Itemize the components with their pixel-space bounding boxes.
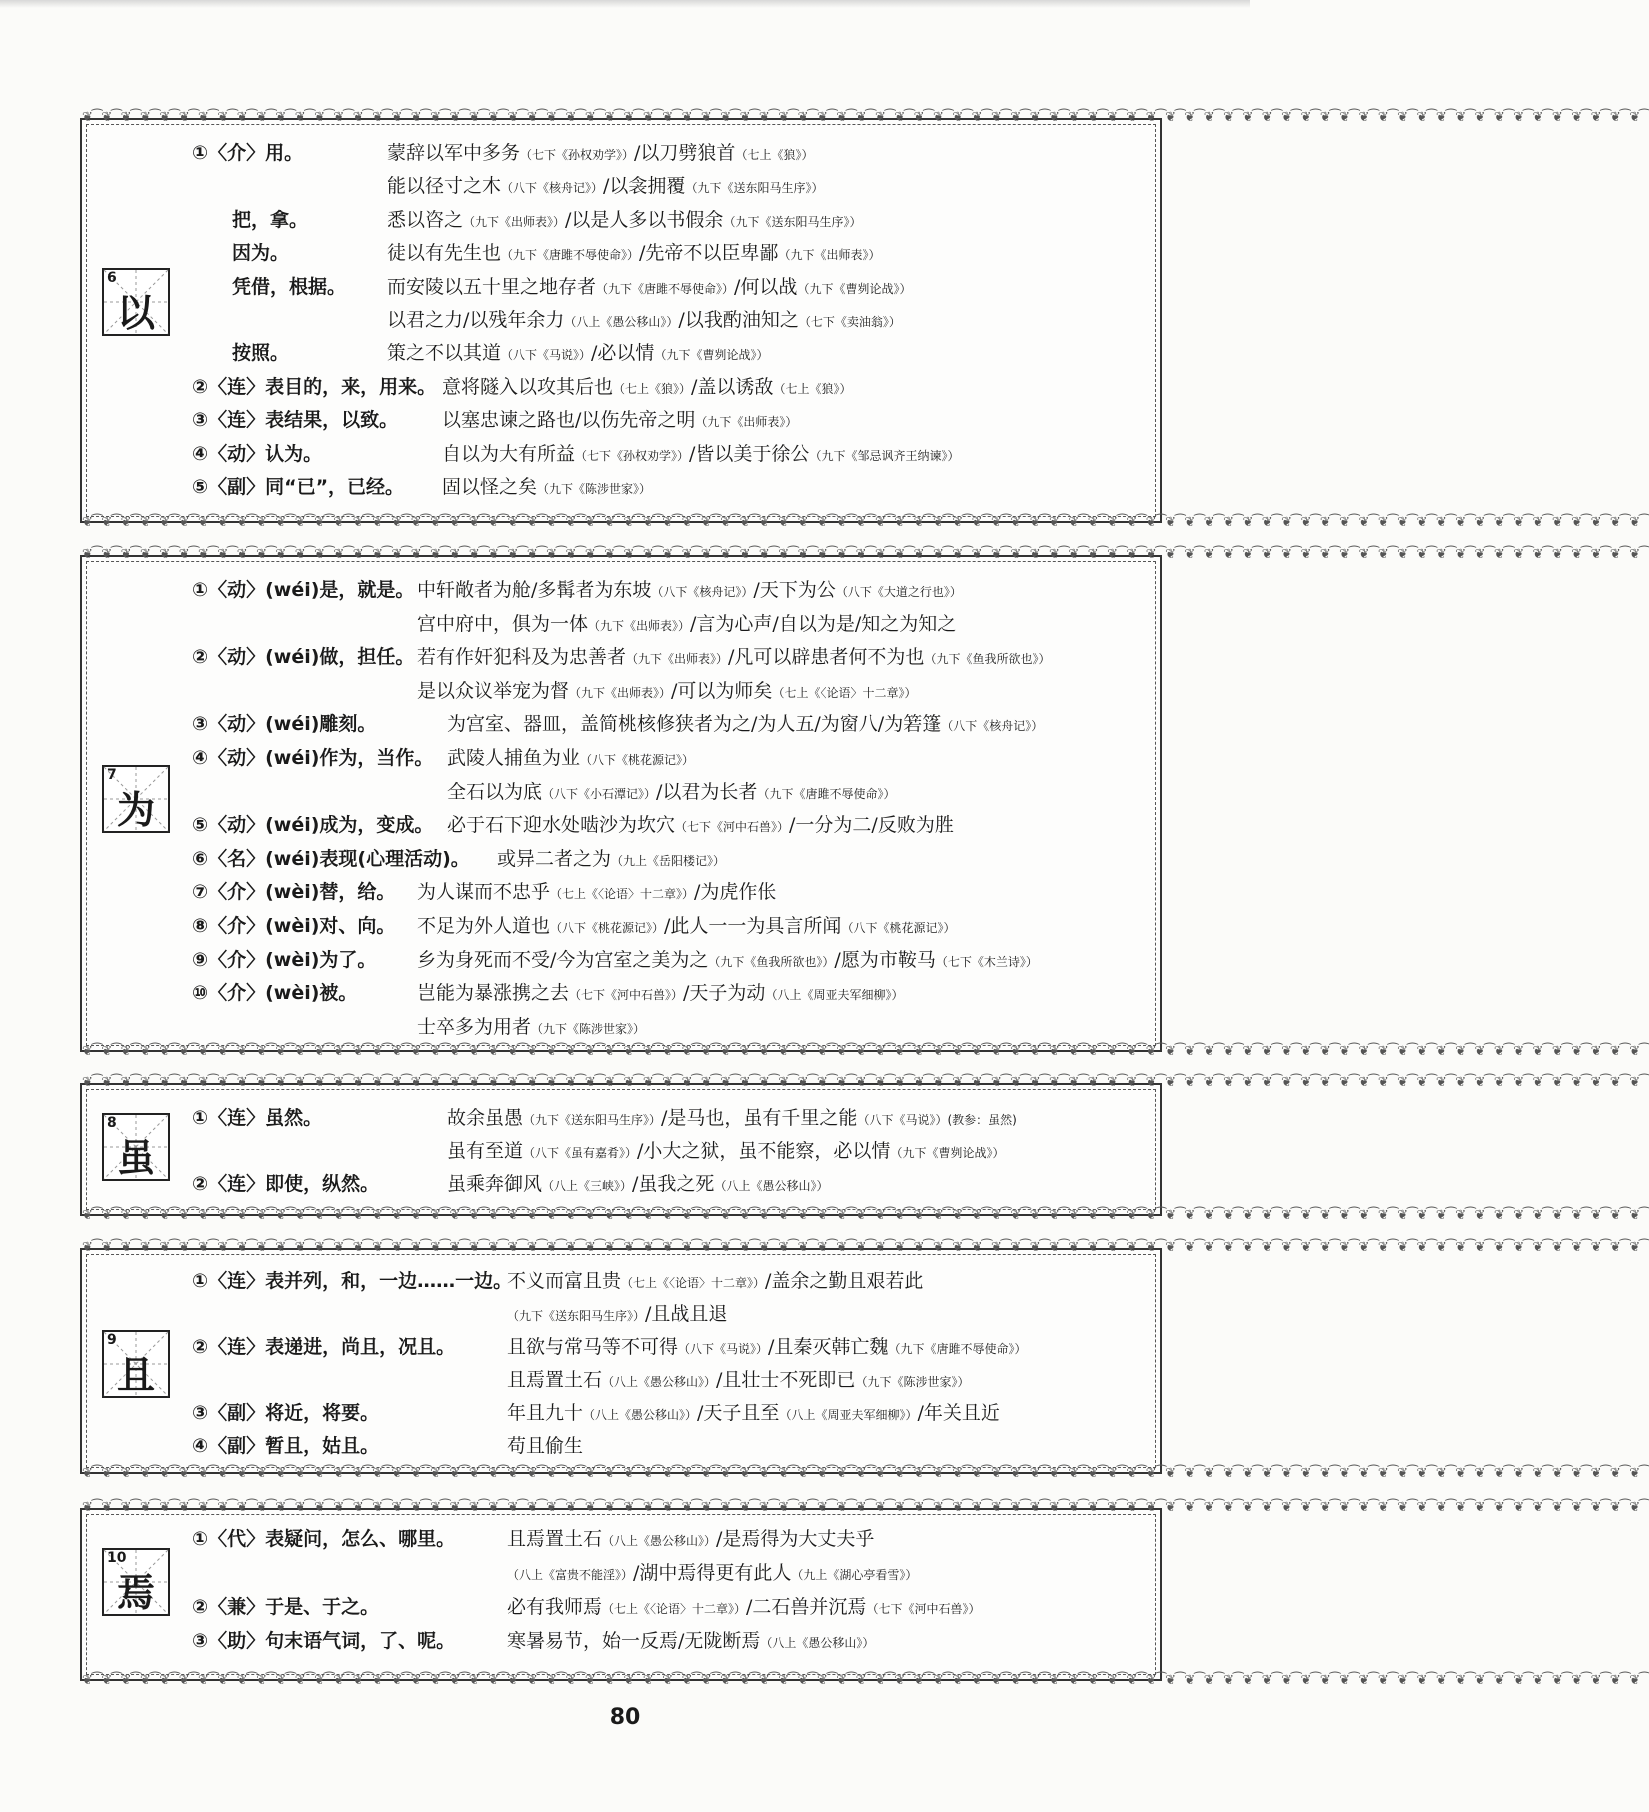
source-citation: （七下《木兰诗》） [935, 954, 1038, 969]
definition-row [82, 1626, 1160, 1656]
example-text: 不足为外人道也 [417, 915, 551, 937]
example-text: 必有我师焉 [507, 1596, 603, 1618]
definition-row [82, 238, 1160, 268]
example-sentences [387, 238, 880, 270]
meaning-label: ②〈连〉表目的，来，用来。 [192, 375, 437, 398]
entry-section-9 [80, 1240, 1649, 1481]
example-sentences [417, 575, 962, 607]
example-text: 而安陵以五十里之地存者 [387, 275, 597, 298]
source-citation: （七下《卖油翁》） [798, 315, 901, 329]
definition-row [82, 642, 1160, 672]
example-text: /二石兽并沉焉 [746, 1596, 867, 1618]
definition-row [82, 743, 1160, 773]
example-text: /天子且至 [697, 1402, 780, 1424]
ornamental-border-bot: ❦⁀❦⁀❦⁀❦⁀❦⁀❦⁀❦⁀❦⁀❦⁀❦⁀❦⁀❦⁀❦⁀❦⁀❦⁀❦⁀❦⁀❦⁀❦⁀❦⁀❦⁀❦⁀❦⁀❦⁀❦⁀❦⁀❦⁀❦⁀❦⁀❦⁀❦⁀❦⁀❦⁀❦⁀❦⁀❦⁀❦⁀❦⁀❦⁀❦⁀❦⁀❦⁀❦⁀❦⁀❦⁀❦⁀❦⁀❦⁀❦⁀❦⁀❦⁀❦⁀❦⁀❦⁀❦⁀❦⁀❦⁀❦⁀❦⁀❦⁀❦⁀❦⁀❦⁀❦⁀❦⁀❦⁀❦⁀❦⁀❦⁀❦⁀❦⁀❦⁀❦⁀❦⁀❦⁀❦⁀❦⁀❦⁀❦⁀❦⁀❦⁀ [82, 515, 1649, 530]
example-text: 蒙辞以军中多务 [387, 142, 521, 164]
meaning-label: ⑥〈名〉(wéi)表现(心理活动)。 [192, 847, 470, 870]
source-citation: （八上《富贵不能淫》） [507, 1568, 634, 1582]
source-citation: （八上《周亚夫军细柳》） [779, 1408, 918, 1422]
example-text: /天子为动 [683, 982, 766, 1005]
definition-row [82, 1431, 1160, 1461]
entry-number: 7 [107, 767, 117, 783]
source-citation: （七上《〈论语〉十二章》） [550, 887, 695, 902]
meaning-label: 因为。 [232, 242, 290, 265]
example-text: 策之不以其道 [387, 342, 502, 365]
example-text: 乡为身死而不受/今为宫室之美为之 [417, 948, 709, 971]
source-citation: （八下《马说》）(教参：虽然) [857, 1113, 1017, 1127]
example-text: /天下为公 [753, 579, 836, 601]
example-sentences [417, 911, 955, 943]
definition-row [82, 439, 1160, 469]
source-citation: （七上《〈论语〉十二章》） [621, 1276, 766, 1290]
source-citation: （九下《出师表》） [626, 652, 729, 667]
source-citation: （九下《出师表》） [695, 415, 798, 430]
example-text: /可以为师矣 [671, 679, 773, 702]
meaning-label: ④〈动〉认为。 [192, 442, 323, 465]
example-text: /以衾拥覆 [603, 175, 686, 198]
example-text: 以君之力/以残年余力 [387, 309, 565, 331]
source-citation: （八下《桃花源记》） [580, 753, 695, 767]
entry-number: 8 [107, 1115, 117, 1131]
example-text: 为人谋而不忠乎 [417, 881, 551, 904]
example-sentences [507, 1332, 1026, 1364]
example-sentences [447, 1103, 1017, 1135]
headword-character: 且 [116, 1352, 155, 1397]
source-citation: （九下《出师表》） [463, 214, 566, 229]
definition-row [82, 1169, 1160, 1199]
example-sentences [497, 844, 725, 876]
example-text: /一分为二/反败为胜 [789, 814, 954, 837]
example-sentences [417, 945, 1038, 977]
example-sentences [507, 1266, 923, 1298]
definition-row [82, 609, 1160, 639]
example-sentences [387, 272, 911, 304]
definition-row [82, 575, 1160, 605]
example-sentences [387, 205, 861, 237]
definition-row [82, 1398, 1160, 1428]
source-citation: （八下《马说》） [501, 348, 592, 363]
source-citation: （九下《曹刿论战》） [654, 348, 769, 363]
ornamental-border-bot: ❦⁀❦⁀❦⁀❦⁀❦⁀❦⁀❦⁀❦⁀❦⁀❦⁀❦⁀❦⁀❦⁀❦⁀❦⁀❦⁀❦⁀❦⁀❦⁀❦⁀❦⁀❦⁀❦⁀❦⁀❦⁀❦⁀❦⁀❦⁀❦⁀❦⁀❦⁀❦⁀❦⁀❦⁀❦⁀❦⁀❦⁀❦⁀❦⁀❦⁀❦⁀❦⁀❦⁀❦⁀❦⁀❦⁀❦⁀❦⁀❦⁀❦⁀❦⁀❦⁀❦⁀❦⁀❦⁀❦⁀❦⁀❦⁀❦⁀❦⁀❦⁀❦⁀❦⁀❦⁀❦⁀❦⁀❦⁀❦⁀❦⁀❦⁀❦⁀❦⁀❦⁀❦⁀❦⁀❦⁀❦⁀❦⁀❦⁀❦⁀❦⁀ [82, 1044, 1649, 1059]
meaning-label: ①〈连〉表并列，和，一边……一边。 [192, 1270, 513, 1292]
source-citation: （七上《狼》） [613, 381, 692, 396]
example-text: 虽有至道 [447, 1140, 524, 1162]
definition-row [82, 877, 1160, 907]
source-citation: （八上《愚公移山》） [602, 1534, 717, 1548]
example-text: 且焉置土石 [507, 1369, 603, 1391]
meaning-label: 把，拿。 [232, 208, 309, 231]
definition-row [82, 205, 1160, 235]
example-text: /小大之狱，虽不能察，必以情 [637, 1140, 891, 1162]
meaning-label: ②〈连〉表递进，尚且，况且。 [192, 1336, 456, 1358]
example-text: /凡可以辟患者何不为也 [728, 646, 925, 669]
meaning-label: ④〈动〉(wéi)作为，当作。 [192, 747, 434, 769]
example-sentences [507, 1626, 874, 1658]
example-text: 宫中府中，俱为一体 [417, 612, 589, 635]
example-sentences [447, 1169, 828, 1201]
source-citation: （九下《送东阳马生序》） [685, 181, 824, 196]
meaning-label: ②〈兼〉于是、于之。 [192, 1596, 380, 1618]
example-text: /以刀劈狼首 [634, 142, 736, 164]
example-text: 徒以有先生也 [387, 242, 502, 265]
source-citation: （九上《湖心亭看雪》） [791, 1568, 918, 1582]
example-sentences [417, 676, 916, 708]
page-number: 80 [609, 1705, 641, 1730]
example-sentences [447, 777, 895, 809]
meaning-label: ③〈副〉将近，将要。 [192, 1402, 380, 1424]
meaning-label: ①〈连〉虽然。 [192, 1107, 323, 1129]
ornamental-border-top: ❦⁀❦⁀❦⁀❦⁀❦⁀❦⁀❦⁀❦⁀❦⁀❦⁀❦⁀❦⁀❦⁀❦⁀❦⁀❦⁀❦⁀❦⁀❦⁀❦⁀❦⁀❦⁀❦⁀❦⁀❦⁀❦⁀❦⁀❦⁀❦⁀❦⁀❦⁀❦⁀❦⁀❦⁀❦⁀❦⁀❦⁀❦⁀❦⁀❦⁀❦⁀❦⁀❦⁀❦⁀❦⁀❦⁀❦⁀❦⁀❦⁀❦⁀❦⁀❦⁀❦⁀❦⁀❦⁀❦⁀❦⁀❦⁀❦⁀❦⁀❦⁀❦⁀❦⁀❦⁀❦⁀❦⁀❦⁀❦⁀❦⁀❦⁀❦⁀❦⁀❦⁀❦⁀❦⁀❦⁀❦⁀❦⁀❦⁀❦⁀❦⁀ [82, 1500, 1649, 1515]
source-citation: （九下《曹刿论战》） [890, 1146, 1005, 1160]
definition-row [82, 1592, 1160, 1622]
source-citation: （八上《愚公移山》） [564, 315, 679, 329]
definition-row [82, 1103, 1160, 1133]
ornamental-border-top: ❦⁀❦⁀❦⁀❦⁀❦⁀❦⁀❦⁀❦⁀❦⁀❦⁀❦⁀❦⁀❦⁀❦⁀❦⁀❦⁀❦⁀❦⁀❦⁀❦⁀❦⁀❦⁀❦⁀❦⁀❦⁀❦⁀❦⁀❦⁀❦⁀❦⁀❦⁀❦⁀❦⁀❦⁀❦⁀❦⁀❦⁀❦⁀❦⁀❦⁀❦⁀❦⁀❦⁀❦⁀❦⁀❦⁀❦⁀❦⁀❦⁀❦⁀❦⁀❦⁀❦⁀❦⁀❦⁀❦⁀❦⁀❦⁀❦⁀❦⁀❦⁀❦⁀❦⁀❦⁀❦⁀❦⁀❦⁀❦⁀❦⁀❦⁀❦⁀❦⁀❦⁀❦⁀❦⁀❦⁀❦⁀❦⁀❦⁀❦⁀❦⁀ [82, 1075, 1649, 1090]
source-citation: （七下《河中石兽》） [569, 988, 684, 1003]
source-citation: （九下《陈涉世家》） [855, 1375, 970, 1389]
ornamental-border-top: ❦⁀❦⁀❦⁀❦⁀❦⁀❦⁀❦⁀❦⁀❦⁀❦⁀❦⁀❦⁀❦⁀❦⁀❦⁀❦⁀❦⁀❦⁀❦⁀❦⁀❦⁀❦⁀❦⁀❦⁀❦⁀❦⁀❦⁀❦⁀❦⁀❦⁀❦⁀❦⁀❦⁀❦⁀❦⁀❦⁀❦⁀❦⁀❦⁀❦⁀❦⁀❦⁀❦⁀❦⁀❦⁀❦⁀❦⁀❦⁀❦⁀❦⁀❦⁀❦⁀❦⁀❦⁀❦⁀❦⁀❦⁀❦⁀❦⁀❦⁀❦⁀❦⁀❦⁀❦⁀❦⁀❦⁀❦⁀❦⁀❦⁀❦⁀❦⁀❦⁀❦⁀❦⁀❦⁀❦⁀❦⁀❦⁀❦⁀❦⁀❦⁀ [82, 110, 1649, 125]
source-citation: （七下《孙权劝学》） [575, 448, 690, 463]
source-citation: （七上《〈论语〉十二章》） [602, 1602, 747, 1616]
example-text: 且欲与常马等不可得 [507, 1336, 679, 1358]
headword-character: 焉 [116, 1570, 155, 1615]
source-citation: （七上《〈论语〉十二章》） [772, 685, 917, 700]
meaning-label: ①〈介〉用。 [192, 142, 304, 164]
entry-number: 9 [107, 1332, 117, 1348]
source-citation: （八下《小石潭记》） [542, 786, 657, 801]
headword-character: 虽 [116, 1135, 155, 1180]
example-text: 中轩敞者为舱/多髯者为东坡 [417, 579, 652, 601]
example-text: /皆以美于徐公 [689, 442, 810, 465]
example-text: 必于石下迎水处啮沙为坎穴 [447, 814, 676, 837]
source-citation: （七下《孙权劝学》） [520, 148, 635, 162]
example-text: /湖中焉得更有此人 [633, 1562, 792, 1584]
example-text: /是焉得为大丈夫乎 [716, 1528, 875, 1550]
definition-row [82, 978, 1160, 1008]
entry-section-10 [80, 1500, 1649, 1688]
example-sentences [417, 877, 776, 909]
example-sentences [442, 405, 797, 437]
source-citation: （九下《出师表》） [778, 248, 881, 263]
definition-row [82, 1136, 1160, 1166]
example-sentences [387, 171, 823, 203]
meaning-label: 按照。 [232, 342, 290, 365]
definition-row [82, 1332, 1160, 1362]
source-citation: （八下《虽有嘉肴》） [523, 1146, 638, 1160]
example-sentences [507, 1398, 1000, 1430]
source-citation: （八上《愚公移山》） [760, 1636, 875, 1650]
example-sentences [417, 978, 903, 1010]
source-citation: （九下《送东阳马生序》） [507, 1309, 646, 1323]
definition-row [82, 1012, 1160, 1042]
meaning-label: ③〈动〉(wéi)雕刻。 [192, 713, 377, 736]
source-citation: （八下《桃花源记》） [841, 921, 956, 935]
ornamental-border-top: ❦⁀❦⁀❦⁀❦⁀❦⁀❦⁀❦⁀❦⁀❦⁀❦⁀❦⁀❦⁀❦⁀❦⁀❦⁀❦⁀❦⁀❦⁀❦⁀❦⁀❦⁀❦⁀❦⁀❦⁀❦⁀❦⁀❦⁀❦⁀❦⁀❦⁀❦⁀❦⁀❦⁀❦⁀❦⁀❦⁀❦⁀❦⁀❦⁀❦⁀❦⁀❦⁀❦⁀❦⁀❦⁀❦⁀❦⁀❦⁀❦⁀❦⁀❦⁀❦⁀❦⁀❦⁀❦⁀❦⁀❦⁀❦⁀❦⁀❦⁀❦⁀❦⁀❦⁀❦⁀❦⁀❦⁀❦⁀❦⁀❦⁀❦⁀❦⁀❦⁀❦⁀❦⁀❦⁀❦⁀❦⁀❦⁀❦⁀❦⁀❦⁀ [82, 1240, 1649, 1255]
example-sentences [417, 609, 956, 641]
scan-top-edge [0, 0, 1250, 8]
example-sentences [507, 1592, 980, 1624]
definition-row [82, 405, 1160, 435]
definition-row [82, 171, 1160, 201]
example-text: 自以为大有所益 [442, 442, 576, 465]
example-sentences [417, 1012, 645, 1044]
source-citation: （九下《唐雎不辱使命》） [501, 248, 640, 263]
example-sentences [447, 810, 954, 842]
example-text: 寒暑易节，始一反焉/无陇断焉 [507, 1630, 761, 1652]
meaning-label: ③〈连〉表结果，以致。 [192, 409, 399, 432]
example-text: /以我酌油知之 [678, 309, 799, 331]
definition-row [82, 138, 1160, 168]
source-citation: （八下《马说》） [678, 1342, 769, 1356]
example-text: /虽我之死 [632, 1173, 715, 1195]
definition-row [82, 1299, 1160, 1329]
source-citation: （八下《核舟记》） [501, 181, 604, 196]
example-text: 武陵人捕鱼为业 [447, 747, 581, 769]
example-text: /先帝不以臣卑鄙 [639, 242, 779, 265]
example-text: 年且九十 [507, 1402, 584, 1424]
source-citation: （八上《三峡》） [542, 1179, 633, 1193]
definition-row [82, 1558, 1160, 1588]
source-citation: （九下《出师表》） [569, 685, 672, 700]
example-sentences [447, 743, 694, 775]
example-sentences [442, 439, 959, 471]
definition-row [82, 1266, 1160, 1296]
meaning-label: ⑤〈动〉(wéi)成为，变成。 [192, 814, 434, 837]
definition-row [82, 472, 1160, 502]
example-text: /为虎作伥 [694, 881, 777, 904]
example-text: /必以情 [591, 342, 655, 365]
meaning-label: ④〈副〉暂且，姑且。 [192, 1435, 380, 1457]
source-citation: （八上《愚公移山》） [583, 1408, 698, 1422]
example-text: 是以众议举宠为督 [417, 679, 570, 702]
source-citation: （八下《核舟记》） [941, 719, 1044, 734]
source-citation: （九上《岳阳楼记》） [611, 853, 726, 868]
example-sentences [507, 1558, 917, 1590]
meaning-label: ⑤〈副〉同“已”，已经。 [192, 476, 405, 498]
example-text: 故余虽愚 [447, 1107, 524, 1129]
example-text: /且秦灭韩亡魏 [768, 1336, 889, 1358]
example-text: 或异二者之为 [497, 847, 612, 870]
definition-row [82, 709, 1160, 739]
source-citation: （八上《愚公移山》） [602, 1375, 717, 1389]
source-citation: （九下《鱼我所欲也》） [708, 954, 835, 969]
example-text: 能以径寸之木 [387, 175, 502, 198]
example-sentences [417, 642, 1050, 674]
definition-row [82, 945, 1160, 975]
source-citation: （九下《唐雎不辱使命》） [888, 1342, 1027, 1356]
example-text: /年关且近 [917, 1402, 1000, 1424]
example-text: /是马也，虽有千里之能 [661, 1107, 858, 1129]
entry-section-6 [80, 110, 1649, 530]
source-citation: （九下《邹忌讽齐王纳谏》） [809, 448, 960, 463]
entry-section-8 [80, 1075, 1649, 1223]
definition-row [82, 911, 1160, 941]
source-citation: （九下《陈涉世家》） [531, 1021, 646, 1036]
example-text: /以是人多以书假余 [565, 208, 724, 231]
meaning-label: ②〈连〉即使，纵然。 [192, 1173, 380, 1195]
example-text: /以君为长者 [656, 780, 758, 803]
example-text: /此人一一为具言所闻 [664, 915, 842, 937]
source-citation: （九下《送东阳马生序》） [723, 214, 862, 229]
example-sentences [447, 1136, 1004, 1168]
definition-row [82, 810, 1160, 840]
example-text: 且焉置土石 [507, 1528, 603, 1550]
source-citation: （八上《周亚夫军细柳》） [765, 988, 904, 1003]
definition-row [82, 1365, 1160, 1395]
definition-row [82, 1524, 1160, 1554]
example-sentences [507, 1431, 583, 1461]
example-text: 全石以为底 [447, 780, 543, 803]
entry-number: 6 [107, 270, 117, 286]
meaning-label: ⑩〈介〉(wèi)被。 [192, 982, 358, 1005]
source-citation: （七上《狼》） [735, 148, 814, 162]
ornamental-border-bot: ❦⁀❦⁀❦⁀❦⁀❦⁀❦⁀❦⁀❦⁀❦⁀❦⁀❦⁀❦⁀❦⁀❦⁀❦⁀❦⁀❦⁀❦⁀❦⁀❦⁀❦⁀❦⁀❦⁀❦⁀❦⁀❦⁀❦⁀❦⁀❦⁀❦⁀❦⁀❦⁀❦⁀❦⁀❦⁀❦⁀❦⁀❦⁀❦⁀❦⁀❦⁀❦⁀❦⁀❦⁀❦⁀❦⁀❦⁀❦⁀❦⁀❦⁀❦⁀❦⁀❦⁀❦⁀❦⁀❦⁀❦⁀❦⁀❦⁀❦⁀❦⁀❦⁀❦⁀❦⁀❦⁀❦⁀❦⁀❦⁀❦⁀❦⁀❦⁀❦⁀❦⁀❦⁀❦⁀❦⁀❦⁀❦⁀❦⁀❦⁀❦⁀ [82, 1466, 1649, 1481]
example-sentences [507, 1524, 874, 1556]
example-text: 固以怪之矣 [442, 476, 538, 498]
example-text: /何以战 [734, 275, 798, 298]
definition-row [82, 844, 1160, 874]
source-citation: （九下《出师表》） [588, 618, 691, 633]
source-citation: （九下《唐雎不辱使命》） [757, 786, 896, 801]
ornamental-border-bot: ❦⁀❦⁀❦⁀❦⁀❦⁀❦⁀❦⁀❦⁀❦⁀❦⁀❦⁀❦⁀❦⁀❦⁀❦⁀❦⁀❦⁀❦⁀❦⁀❦⁀❦⁀❦⁀❦⁀❦⁀❦⁀❦⁀❦⁀❦⁀❦⁀❦⁀❦⁀❦⁀❦⁀❦⁀❦⁀❦⁀❦⁀❦⁀❦⁀❦⁀❦⁀❦⁀❦⁀❦⁀❦⁀❦⁀❦⁀❦⁀❦⁀❦⁀❦⁀❦⁀❦⁀❦⁀❦⁀❦⁀❦⁀❦⁀❦⁀❦⁀❦⁀❦⁀❦⁀❦⁀❦⁀❦⁀❦⁀❦⁀❦⁀❦⁀❦⁀❦⁀❦⁀❦⁀❦⁀❦⁀❦⁀❦⁀❦⁀❦⁀❦⁀ [82, 1208, 1649, 1223]
example-text: 虽乘奔御风 [447, 1173, 543, 1195]
example-text: 意将隧入以攻其后也 [442, 375, 614, 398]
definition-row [82, 338, 1160, 368]
example-text: /愿为市鞍马 [834, 948, 936, 971]
source-citation: （七下《河中石兽》） [675, 820, 790, 835]
entry-number: 10 [107, 1550, 127, 1566]
example-text: 士卒多为用者 [417, 1015, 532, 1038]
meaning-label: ⑦〈介〉(wèi)替，给。 [192, 881, 396, 904]
definition-row [82, 777, 1160, 807]
definition-row [82, 372, 1160, 402]
source-citation: （九下《鱼我所欲也》） [924, 652, 1051, 667]
meaning-label: ②〈动〉(wéi)做，担任。 [192, 646, 415, 669]
source-citation: （八下《核舟记》） [651, 585, 754, 599]
example-sentences [387, 338, 768, 370]
source-citation: （八下《桃花源记》） [550, 921, 665, 935]
source-citation: （七下《河中石兽》） [866, 1602, 981, 1616]
definition-row [82, 272, 1160, 302]
headword-character: 以 [116, 290, 155, 335]
definition-row [82, 676, 1160, 706]
meaning-label: ⑧〈介〉(wèi)对、向。 [192, 915, 396, 937]
example-text: /盖以诱敌 [691, 375, 774, 398]
source-citation: （八上《愚公移山》） [714, 1179, 829, 1193]
example-text: 悉以咨之 [387, 208, 464, 231]
example-text: /盖余之勤且艰若此 [765, 1270, 924, 1292]
source-citation: （八下《大道之行也》） [835, 585, 962, 599]
source-citation: （九下《唐雎不辱使命》） [596, 281, 735, 296]
ornamental-border-top: ❦⁀❦⁀❦⁀❦⁀❦⁀❦⁀❦⁀❦⁀❦⁀❦⁀❦⁀❦⁀❦⁀❦⁀❦⁀❦⁀❦⁀❦⁀❦⁀❦⁀❦⁀❦⁀❦⁀❦⁀❦⁀❦⁀❦⁀❦⁀❦⁀❦⁀❦⁀❦⁀❦⁀❦⁀❦⁀❦⁀❦⁀❦⁀❦⁀❦⁀❦⁀❦⁀❦⁀❦⁀❦⁀❦⁀❦⁀❦⁀❦⁀❦⁀❦⁀❦⁀❦⁀❦⁀❦⁀❦⁀❦⁀❦⁀❦⁀❦⁀❦⁀❦⁀❦⁀❦⁀❦⁀❦⁀❦⁀❦⁀❦⁀❦⁀❦⁀❦⁀❦⁀❦⁀❦⁀❦⁀❦⁀❦⁀❦⁀❦⁀❦⁀ [82, 547, 1649, 562]
example-sentences [507, 1365, 969, 1397]
entry-section-7 [80, 547, 1649, 1059]
example-text: /且战且退 [645, 1303, 728, 1325]
source-citation: （七上《狼》） [773, 381, 852, 396]
example-sentences [442, 372, 851, 404]
meaning-label: 凭借，根据。 [232, 275, 347, 298]
example-sentences [507, 1299, 727, 1331]
example-sentences [447, 709, 1043, 741]
meaning-label: ①〈动〉(wéi)是，就是。 [192, 579, 415, 601]
source-citation: （九下《陈涉世家》） [537, 482, 652, 496]
source-citation: （九下《送东阳马生序》） [523, 1113, 662, 1127]
example-text: 苟且偷生 [507, 1435, 584, 1457]
example-text: 不义而富且贵 [507, 1270, 622, 1292]
example-text: /言为心声/自以为是/知之为知之 [690, 612, 957, 635]
example-sentences [387, 138, 813, 170]
definition-row [82, 305, 1160, 335]
example-text: /且壮士不死即已 [716, 1369, 856, 1391]
meaning-label: ①〈代〉表疑问，怎么、哪里。 [192, 1528, 456, 1550]
example-sentences [442, 472, 651, 504]
source-citation: （九下《曹刿论战》） [797, 281, 912, 296]
example-text: 岂能为暴涨携之去 [417, 982, 570, 1005]
meaning-label: ③〈助〉句末语气词，了、呢。 [192, 1630, 456, 1652]
example-text: 为宫室、器皿，盖简桃核修狭者为之/为人五/为窗八/为箬篷 [447, 713, 942, 736]
headword-character: 为 [116, 787, 155, 832]
meaning-label: ⑨〈介〉(wèi)为了。 [192, 948, 377, 971]
example-text: 若有作奸犯科及为忠善者 [417, 646, 627, 669]
example-text: 以塞忠谏之路也/以伤先帝之明 [442, 409, 696, 432]
example-sentences [387, 305, 901, 337]
ornamental-border-bot: ❦⁀❦⁀❦⁀❦⁀❦⁀❦⁀❦⁀❦⁀❦⁀❦⁀❦⁀❦⁀❦⁀❦⁀❦⁀❦⁀❦⁀❦⁀❦⁀❦⁀❦⁀❦⁀❦⁀❦⁀❦⁀❦⁀❦⁀❦⁀❦⁀❦⁀❦⁀❦⁀❦⁀❦⁀❦⁀❦⁀❦⁀❦⁀❦⁀❦⁀❦⁀❦⁀❦⁀❦⁀❦⁀❦⁀❦⁀❦⁀❦⁀❦⁀❦⁀❦⁀❦⁀❦⁀❦⁀❦⁀❦⁀❦⁀❦⁀❦⁀❦⁀❦⁀❦⁀❦⁀❦⁀❦⁀❦⁀❦⁀❦⁀❦⁀❦⁀❦⁀❦⁀❦⁀❦⁀❦⁀❦⁀❦⁀❦⁀❦⁀❦⁀ [82, 1673, 1649, 1688]
